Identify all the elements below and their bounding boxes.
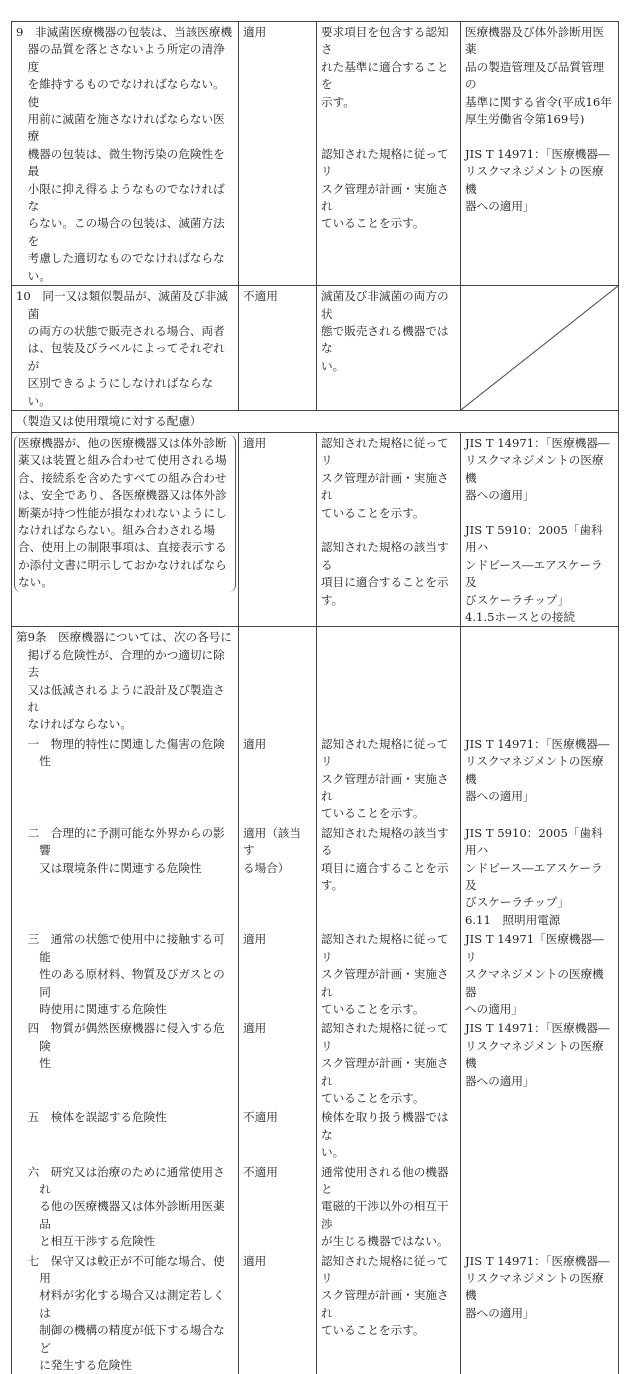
conformity-method: 滅菌及び非滅菌の両方の状 態で販売される機器ではな い。 — [317, 286, 461, 411]
conformity-method: 認知された規格に従ってリ スク管理が計画・実施され ていることを示す。 — [317, 734, 461, 823]
requirement-text: 六 研究又は治療のために通常使用され る他の医療機器又は体外診断用医薬品 と相互干渉する危険性 — [27, 1164, 225, 1249]
table-row — [12, 823, 619, 929]
standard — [461, 1162, 619, 1251]
table-row — [12, 432, 619, 626]
standard: JIS T 14971：「医療機器― リスクマネジメントの医療機 器への適用」 — [465, 146, 610, 214]
applicability: 不適用 — [239, 1107, 317, 1161]
standard: JIS T 14971：「医療機器― リスクマネジメントの医療機 器への適用」 — [461, 1018, 619, 1107]
applicability: 適用（該当す る場合） — [239, 823, 317, 929]
standard: 医療機器及び体外診断用医薬 品の製造管理及び品質管理の 基準に関する省令(平成16年 厚生労働省令第169号) — [465, 25, 612, 127]
not-applicable-cell — [461, 286, 619, 411]
requirement-text: 七 保守又は較正が不可能な場合、使用 材料が劣化する場合又は測定若しくは 制御の機構の精度が低下する場合など に発生する危険性 — [27, 1253, 225, 1373]
standard: JIS T 5910：2005「歯科用ハ ンドピース―エアスケーラ及 びスケーラチップ」 4.1.5ホースとの接続 — [465, 522, 603, 624]
applicability: 適用 — [239, 22, 317, 286]
table-row — [12, 1107, 619, 1161]
applicability: 不適用 — [239, 286, 317, 411]
conformity-method: 要求項目を包含する認知さ れた基準に適合することを 示す。 — [321, 25, 449, 109]
conformity-method: 認知された規格の該当する 項目に適合することを示 す。 — [321, 540, 449, 607]
requirement-text: 10 同一又は類似製品が、滅菌及び非滅菌 の両方の状態で販売される場合、両者 は、包装及びラベルによってそれぞれが 区別できるようにしなければならない。 — [16, 289, 228, 408]
applicability: 適用 — [239, 1251, 317, 1374]
conformity-method: 認知された規格に従ってリ スク管理が計画・実施され ていることを示す。 — [317, 1251, 461, 1374]
standard: JIS T 14971「医療機器―リ スクマネジメントの医療機器 への適用」 — [461, 929, 619, 1018]
diagonal-line — [461, 286, 618, 410]
essential-requirements-table — [11, 21, 619, 1374]
requirement-text: 四 物質が偶然医療機器に侵入する危険 性 — [27, 1021, 225, 1071]
conformity-method: 検体を取り扱う機器ではな い。 — [317, 1107, 461, 1161]
conformity-method: 認知された規格に従ってリ スク管理が計画・実施され ていることを示す。 — [317, 1018, 461, 1107]
table-row — [12, 1162, 619, 1251]
standard: JIS T 14971：「医療機器― リスクマネジメントの医療機 器への適用」 — [461, 734, 619, 823]
conformity-method: 認知された規格に従ってリ スク管理が計画・実施され ていることを示す。 — [321, 146, 449, 231]
applicability: 適用 — [239, 432, 317, 626]
table-row — [12, 286, 619, 411]
table-row — [12, 929, 619, 1018]
section-heading: （製造又は使用環境に対する配慮） — [12, 410, 619, 432]
article-heading: 第9条 医療機器については、次の各号に 掲げる危険性が、合理的かつ適切に除去 又は低減されるように設計及び製造され なければならない。 — [16, 630, 232, 732]
standard — [461, 1107, 619, 1161]
section-row — [12, 410, 619, 432]
requirement-text: 医療機器が、他の医療機器又は体外診断 薬又は装置と組み合わせて使用される場 合、接続系を含めたすべての組み合わせ は、安全であり、各医療機器又は体外診 断薬が持つ性能が損なわれないようにし なければならない。組み合わされる場 合、使用上の制限事項は、直接表示する か添付文書に明示しておかなければなら ない。 — [14, 435, 236, 592]
conformity-method: 通常使用される他の機器と 電磁的干渉以外の相互干渉 が生じる機器ではない。 — [317, 1162, 461, 1251]
requirement-text: 二 合理的に予測可能な外界からの影響 又は環境条件に関連する危険性 — [27, 825, 225, 875]
table-row — [12, 22, 619, 286]
requirement-text: 一 物理的特性に関連した傷害の危険性 — [27, 736, 225, 769]
requirement-text: 三 通常の状態で使用中に接触する可能 性のある原材料、物質及びガスとの同 時使用に関連する危険性 — [27, 932, 225, 1016]
applicability: 適用 — [239, 734, 317, 823]
applicability: 不適用 — [239, 1162, 317, 1251]
standard: JIS T 14971：「医療機器― リスクマネジメントの医療機 器への適用」 — [461, 1251, 619, 1374]
table-row — [12, 734, 619, 823]
standard: JIS T 14971：「医療機器― リスクマネジメントの医療機 器への適用」 — [465, 435, 610, 503]
applicability: 適用 — [239, 929, 317, 1018]
table-row — [12, 1018, 619, 1107]
conformity-method: 認知された規格に従ってリ スク管理が計画・実施され ていることを示す。 — [321, 435, 449, 520]
conformity-method: 認知された規格の該当する 項目に適合することを示 す。 — [317, 823, 461, 929]
conformity-method: 認知された規格に従ってリ スク管理が計画・実施され ていることを示す。 — [317, 929, 461, 1018]
applicability: 適用 — [239, 1018, 317, 1107]
article-heading-row — [12, 627, 619, 734]
requirement-text: 9 非滅菌医療機器の包装は、当該医療機 器の品質を落とさないよう所定の清浄度 を維持するものでなければならない。使 用前に滅菌を施さなければならない医療 機器の包装は、微生物汚染の危険性を最 小限に抑え得るようなものでなければな らない。この場合の包装は、滅菌方法を 考慮した適切なものでなければならな い。 — [16, 25, 233, 283]
standard: JIS T 5910：2005「歯科用ハ ンドピース―エアスケーラ及 びスケーラチップ」 6.11 照明用電源 — [461, 823, 619, 929]
requirement-text: 五 検体を誤認する危険性 — [27, 1110, 167, 1125]
table-row — [12, 1251, 619, 1374]
